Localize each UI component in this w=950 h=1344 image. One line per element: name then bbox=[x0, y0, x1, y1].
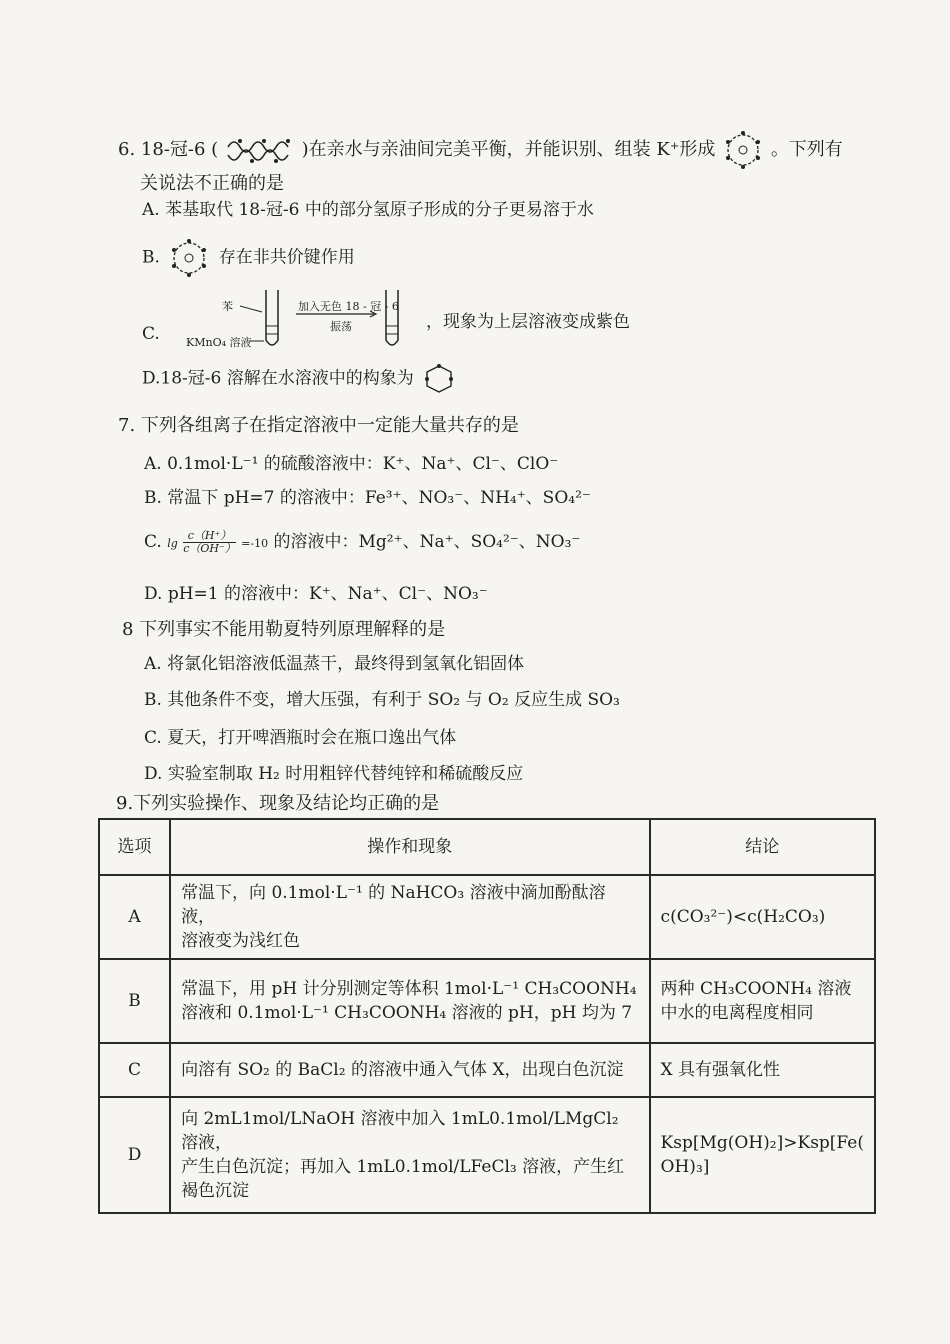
q7-option-b: B. 常温下 pH=7 的溶液中：Fe³⁺、NO₃⁻、NH₄⁺、SO₄²⁻ bbox=[144, 488, 591, 508]
q6-option-c-apparatus bbox=[186, 284, 426, 352]
q6-option-d: D.18-冠-6 溶解在水溶液中的构象为 bbox=[142, 362, 459, 396]
q6-option-a: A. 苯基取代 18-冠-6 中的部分氢原子形成的分子更易溶于水 bbox=[142, 200, 594, 220]
kmno4-label: KMnO₄ 溶液 bbox=[186, 336, 252, 349]
q6-option-c-text: ，现象为上层溶液变成紫色 bbox=[426, 312, 630, 332]
q6-option-c-label: C. bbox=[142, 324, 160, 344]
q8-option-a: A. 将氯化铝溶液低温蒸干，最终得到氢氧化铝固体 bbox=[144, 654, 525, 674]
arrow-bottom-label: 振荡 bbox=[330, 320, 352, 333]
table-row bbox=[99, 1043, 875, 1097]
crown-ether-k-complex-icon bbox=[721, 128, 765, 172]
q8-stem: 8 下列事实不能用勒夏特列原理解释的是 bbox=[122, 619, 446, 640]
q6-option-b: B. 存在非共价键作用 bbox=[142, 236, 355, 280]
q7-option-a: A. 0.1mol·L⁻¹ 的硫酸溶液中：K⁺、Na⁺、Cl⁻、ClO⁻ bbox=[144, 454, 559, 474]
crown-ether-k-complex-icon bbox=[165, 236, 213, 280]
row-option: D bbox=[99, 1097, 170, 1213]
q8-option-c: C. 夏天，打开啤酒瓶时会在瓶口逸出气体 bbox=[144, 728, 457, 748]
q8-option-b: B. 其他条件不变，增大压强，有利于 SO₂ 与 O₂ 反应生成 SO₃ bbox=[144, 690, 620, 710]
header-conclusion: 结论 bbox=[650, 819, 875, 875]
q9-table bbox=[98, 818, 876, 1214]
crown-ether-conformation-icon bbox=[419, 362, 459, 396]
row-option: C bbox=[99, 1043, 170, 1097]
header-option: 选项 bbox=[99, 819, 170, 875]
row-operation: 常温下，用 pH 计分别测定等体积 1mol·L⁻¹ CH₃COONH₄ 溶液和 0.1mol·L⁻¹ CH₃COONH₄ 溶液的 pH，pH 均为 7 bbox=[170, 959, 649, 1043]
crown-ether-structure-icon bbox=[224, 135, 296, 165]
q7-option-d: D. pH=1 的溶液中：K⁺、Na⁺、Cl⁻、NO₃⁻ bbox=[144, 584, 488, 604]
header-operation: 操作和现象 bbox=[170, 819, 649, 875]
ratio-fraction: $\frac{c(H^+)}{c(OH^-)}$ bbox=[183, 529, 236, 555]
q7-stem: 7. 下列各组离子在指定溶液中一定能大量共存的是 bbox=[118, 415, 519, 436]
row-option: A bbox=[99, 875, 170, 959]
row-conclusion: c(CO₃²⁻)<c(H₂CO₃) bbox=[650, 875, 875, 959]
row-option: B bbox=[99, 959, 170, 1043]
q6-stem-line2: 关说法不正确的是 bbox=[140, 173, 284, 194]
q9-stem: 9.下列实验操作、现象及结论均正确的是 bbox=[116, 793, 440, 814]
q8-option-d: D. 实验室制取 H₂ 时用粗锌代替纯锌和稀硫酸反应 bbox=[144, 764, 524, 784]
row-conclusion: Ksp[Mg(OH)₂]>Ksp[Fe( OH)₃] bbox=[650, 1097, 875, 1213]
q6-stem-line1: 6. 18-冠-6 ( )在亲水与亲油间完美平衡，并能识别、组装 K⁺形成 。下列有 bbox=[118, 128, 843, 172]
q7-option-c: C. lg $\frac{c(H^+)}{c(OH^-)}$ =-10 的溶液中：Mg²⁺、Na⁺、SO₄²⁻、NO₃⁻ bbox=[144, 529, 581, 555]
table-row bbox=[99, 875, 875, 959]
arrow-top-label: 加入无色 18 - 冠 - 6 bbox=[298, 300, 399, 313]
row-conclusion: 两种 CH₃COONH₄ 溶液 中水的电离程度相同 bbox=[650, 959, 875, 1043]
row-operation: 向 2mL1mol/LNaOH 溶液中加入 1mL0.1mol/LMgCl₂ 溶液， 产生白色沉淀；再加入 1mL0.1mol/LFeCl₃ 溶液，产生红 褐色沉淀 bbox=[170, 1097, 649, 1213]
table-header-row bbox=[99, 819, 875, 875]
table-row bbox=[99, 959, 875, 1043]
benzene-label: 苯 bbox=[222, 300, 233, 313]
row-conclusion: X 具有强氧化性 bbox=[650, 1043, 875, 1097]
row-operation: 常温下，向 0.1mol·L⁻¹ 的 NaHCO₃ 溶液中滴加酚酞溶液， 溶液变为浅红色 bbox=[170, 875, 649, 959]
row-operation: 向溶有 SO₂ 的 BaCl₂ 的溶液中通入气体 X，出现白色沉淀 bbox=[170, 1043, 649, 1097]
table-row bbox=[99, 1097, 875, 1213]
